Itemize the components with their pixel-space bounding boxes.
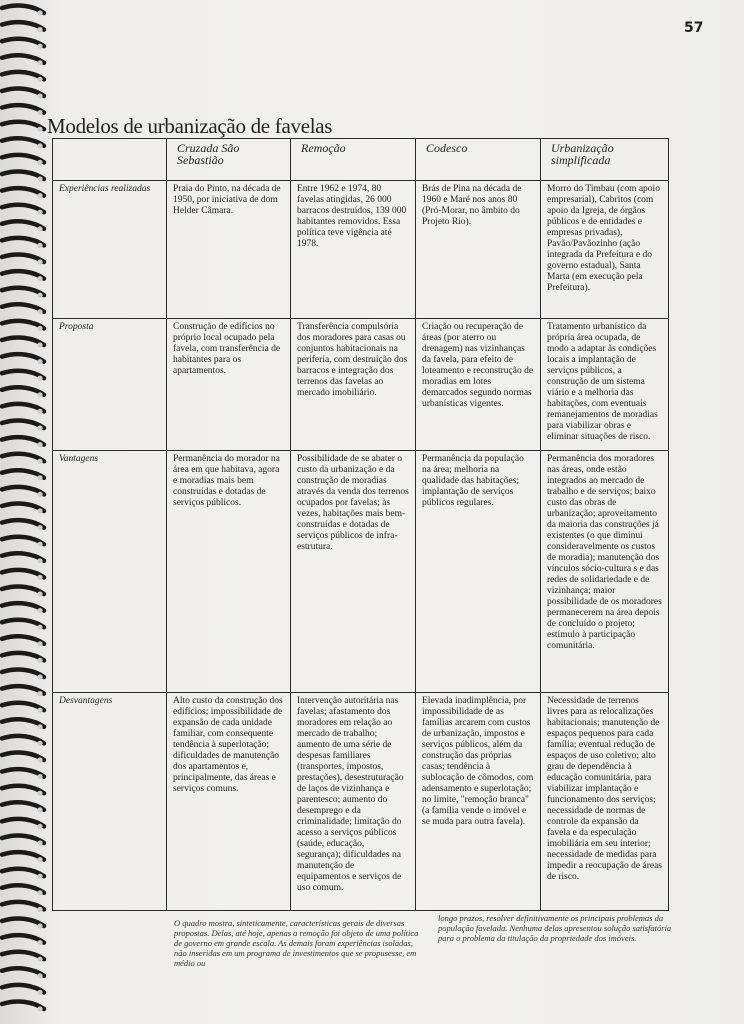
binding-hole <box>37 674 42 679</box>
table-cell: Construção de edifícios no próprio local ocupado pela favela, com transferência de habitantes para os apartamentos. <box>167 319 291 451</box>
binding-hole <box>37 525 42 530</box>
binding-hole <box>37 591 42 596</box>
table-cell: Intervenção autoritária nas favelas; afastamento dos moradores em relação ao mercado de trabalho; aumento de uma série de despesas familiares (transportes, impostos, prestações), desestruturação de laços de vizinhança e parentesco; aumento do desemprego e da criminalidade; limitação do acesso a serviços públicos (saúde, educação, segurança); dificuldades na manutenção de equipamentos e serviços de uso comum. <box>291 693 416 911</box>
row-label: Vantagens <box>53 451 167 693</box>
table-title: Modelos de urbanização de favelas <box>47 114 333 138</box>
binding-hole <box>37 741 42 746</box>
binding-hole <box>37 907 42 912</box>
binding-hole <box>37 359 42 364</box>
page-number: 57 <box>684 20 704 36</box>
table-row <box>53 693 669 911</box>
binding-hole <box>37 608 42 613</box>
binding-hole <box>37 957 42 962</box>
binding-hole <box>37 127 42 132</box>
table-row <box>53 181 669 319</box>
binding-hole <box>37 824 42 829</box>
caption-right: longo prazos, resolver definitivamente os principais problemas da população favelada. Nenhuma delas apresentou solução satisfatória para o problema da titulação da propriedade dos imóveis. <box>438 913 672 943</box>
binding-hole <box>37 990 42 995</box>
binding-hole <box>37 840 42 845</box>
header-row <box>53 139 669 181</box>
table-cell: Permanência dos moradores nas áreas, onde estão integrados ao mercado de trabalho e de serviços; baixo custo das obras de urbanização; aproveitamento da maioria das construções já existentes (o que diminui consideravelmente os custos de moradia); manutenção dos vínculos sócio-cultura s e das redes de solidariedade e de vizinhança; maior possibilidade de os moradores permanecerem na área depois de concluído o projeto; estímulo à participação comunitária. <box>541 451 669 693</box>
binding-hole <box>37 1006 42 1011</box>
binding-hole <box>37 210 42 215</box>
urbanization-models-table <box>52 138 669 911</box>
table-cell: Alto custo da construção dos edifícios; impossibilidade de expansão de cada unidade familiar, com consequente tendência à superlotação; dificuldades de manutenção dos apartamentos e, principalmente, das áreas e serviços comuns. <box>167 693 291 911</box>
binding-hole <box>37 326 42 331</box>
binding-hole <box>37 243 42 248</box>
binding-hole <box>37 940 42 945</box>
binding-hole <box>37 376 42 381</box>
binding-hole <box>37 176 42 181</box>
spiral-binding <box>0 0 48 1024</box>
binding-hole <box>37 342 42 347</box>
binding-hole <box>37 807 42 812</box>
column-header: Remoção <box>291 139 416 181</box>
binding-hole <box>37 276 42 281</box>
binding-hole <box>37 293 42 298</box>
binding-hole <box>37 641 42 646</box>
table-cell: Elevada inadimplência, por impossibilidade de as famílias arcarem com custos de urbanização, impostos e serviços públicos, além da construção das próprias casas; tendência à sublocação de cômodos, com adensamento e superlotação; no limite, "remoção branca" (a família vende o imóvel e se muda para outra favela). <box>416 693 541 911</box>
binding-hole <box>37 27 42 32</box>
binding-hole <box>37 259 42 264</box>
caption-left: O quadro mostra, sinteticamente, características gerais de diversas propostas. Delas, até hoje, apenas a remoção foi objeto de uma política de governo em grande escala. As demais foram experiências isoladas, não inseridas em um programa de investimentos que se propusesse, em médio ou <box>174 918 419 968</box>
binding-hole <box>37 93 42 98</box>
binding-hole <box>37 309 42 314</box>
row-label: Desvantagens <box>53 693 167 911</box>
binding-hole <box>37 973 42 978</box>
table-cell: Necessidade de terrenos livres para as relocalizações habitacionais; manutenção de espaços pequenos para cada família; eventual redução de espaços de uso coletivo; alto grau de dependência à educação comunitária, para viabilizar implantação e funcionamento dos serviços; necessidade de normas de controle da expansão da favela e da especulação imobiliária em seu interior; necessidade de medidas para impedir a reocupação de áreas de risco. <box>541 693 669 911</box>
binding-hole <box>37 492 42 497</box>
binding-hole <box>37 160 42 165</box>
binding-hole <box>37 757 42 762</box>
table-cell: Criação ou recuperação de áreas (por aterro ou drenagem) nas vizinhanças da favela, para efeito de loteamento e reconstrução de moradias em lotes demarcados segundo normas urbanísticas vigentes. <box>416 319 541 451</box>
binding-hole <box>37 774 42 779</box>
binding-hole <box>37 226 42 231</box>
table-cell: Praia do Pinto, na década de 1950, por iniciativa de dom Helder Câmara. <box>167 181 291 319</box>
row-label: Experiências realizadas <box>53 181 167 319</box>
column-header: Codesco <box>416 139 541 181</box>
table-cell: Possibilidade de se abater o custo da urbanização e da construção de moradias através da venda dos terrenos ocupados por favelas; às vezes, habitações mais bem-construídas e dotadas de serviços públicos de infra-estrutura. <box>291 451 416 693</box>
binding-hole <box>37 409 42 414</box>
binding-hole <box>37 874 42 879</box>
binding-hole <box>37 890 42 895</box>
table-row <box>53 451 669 693</box>
binding-hole <box>37 459 42 464</box>
column-header: Cruzada São Sebastião <box>167 139 291 181</box>
binding-hole <box>37 442 42 447</box>
binding-hole <box>37 10 42 15</box>
binding-hole <box>37 691 42 696</box>
binding-hole <box>37 392 42 397</box>
binding-hole <box>37 193 42 198</box>
binding-hole <box>37 110 42 115</box>
binding-hole <box>37 558 42 563</box>
binding-hole <box>37 542 42 547</box>
binding-hole <box>37 923 42 928</box>
table-cell: Transferência compulsória dos moradores para casas ou conjuntos habitacionais na periferia, com destruição dos barracos e integração dos terrenos das favelas ao mercado imobiliário. <box>291 319 416 451</box>
table-cell: Permanência do morador na área em que habitava, agora e moradias mais bem construídas e dotadas de serviços públicos. <box>167 451 291 693</box>
binding-hole <box>37 508 42 513</box>
table-row <box>53 319 669 451</box>
binding-hole <box>37 60 42 65</box>
binding-hole <box>37 658 42 663</box>
table-cell: Permanência da população na área; melhoria na qualidade das habitações; implantação de serviços públicos regulares. <box>416 451 541 693</box>
binding-hole <box>37 143 42 148</box>
corner-cell <box>53 139 167 181</box>
binding-hole <box>37 77 42 82</box>
table-cell: Entre 1962 e 1974, 80 favelas atingidas, 26 000 barracos destruídos, 139 000 habitantes removidos. Essa política teve vigência até 1978. <box>291 181 416 319</box>
binding-hole <box>37 475 42 480</box>
binding-hole <box>37 857 42 862</box>
binding-hole <box>37 708 42 713</box>
binding-hole <box>37 425 42 430</box>
table-cell: Tratamento urbanístico da própria área ocupada, de modo a adaptar às condições locais a implantação de serviços públicos, a construção de um sistema viário e a melhoria das habitações, com eventuais remanejamentos de moradias para viabilizar obras e eliminar situações de risco. <box>541 319 669 451</box>
column-header: Urbanização simplificada <box>541 139 669 181</box>
binding-hole <box>37 791 42 796</box>
binding-hole <box>37 575 42 580</box>
row-label: Proposta <box>53 319 167 451</box>
table-cell: Morro do Timbau (com apoio empresarial), Cabritos (com apoio da Igreja, de órgãos públicos e de entidades e empresas privadas), Pavão/Pavãozinho (ação integrada da Prefeitura e do governo estadual), Santa Marta (em execução pela Prefeitura). <box>541 181 669 319</box>
binding-hole <box>37 44 42 49</box>
binding-hole <box>37 625 42 630</box>
table-cell: Brás de Pina na década de 1960 e Maré nos anos 80 (Pró-Morar, no âmbito do Projeto Rio). <box>416 181 541 319</box>
binding-hole <box>37 724 42 729</box>
